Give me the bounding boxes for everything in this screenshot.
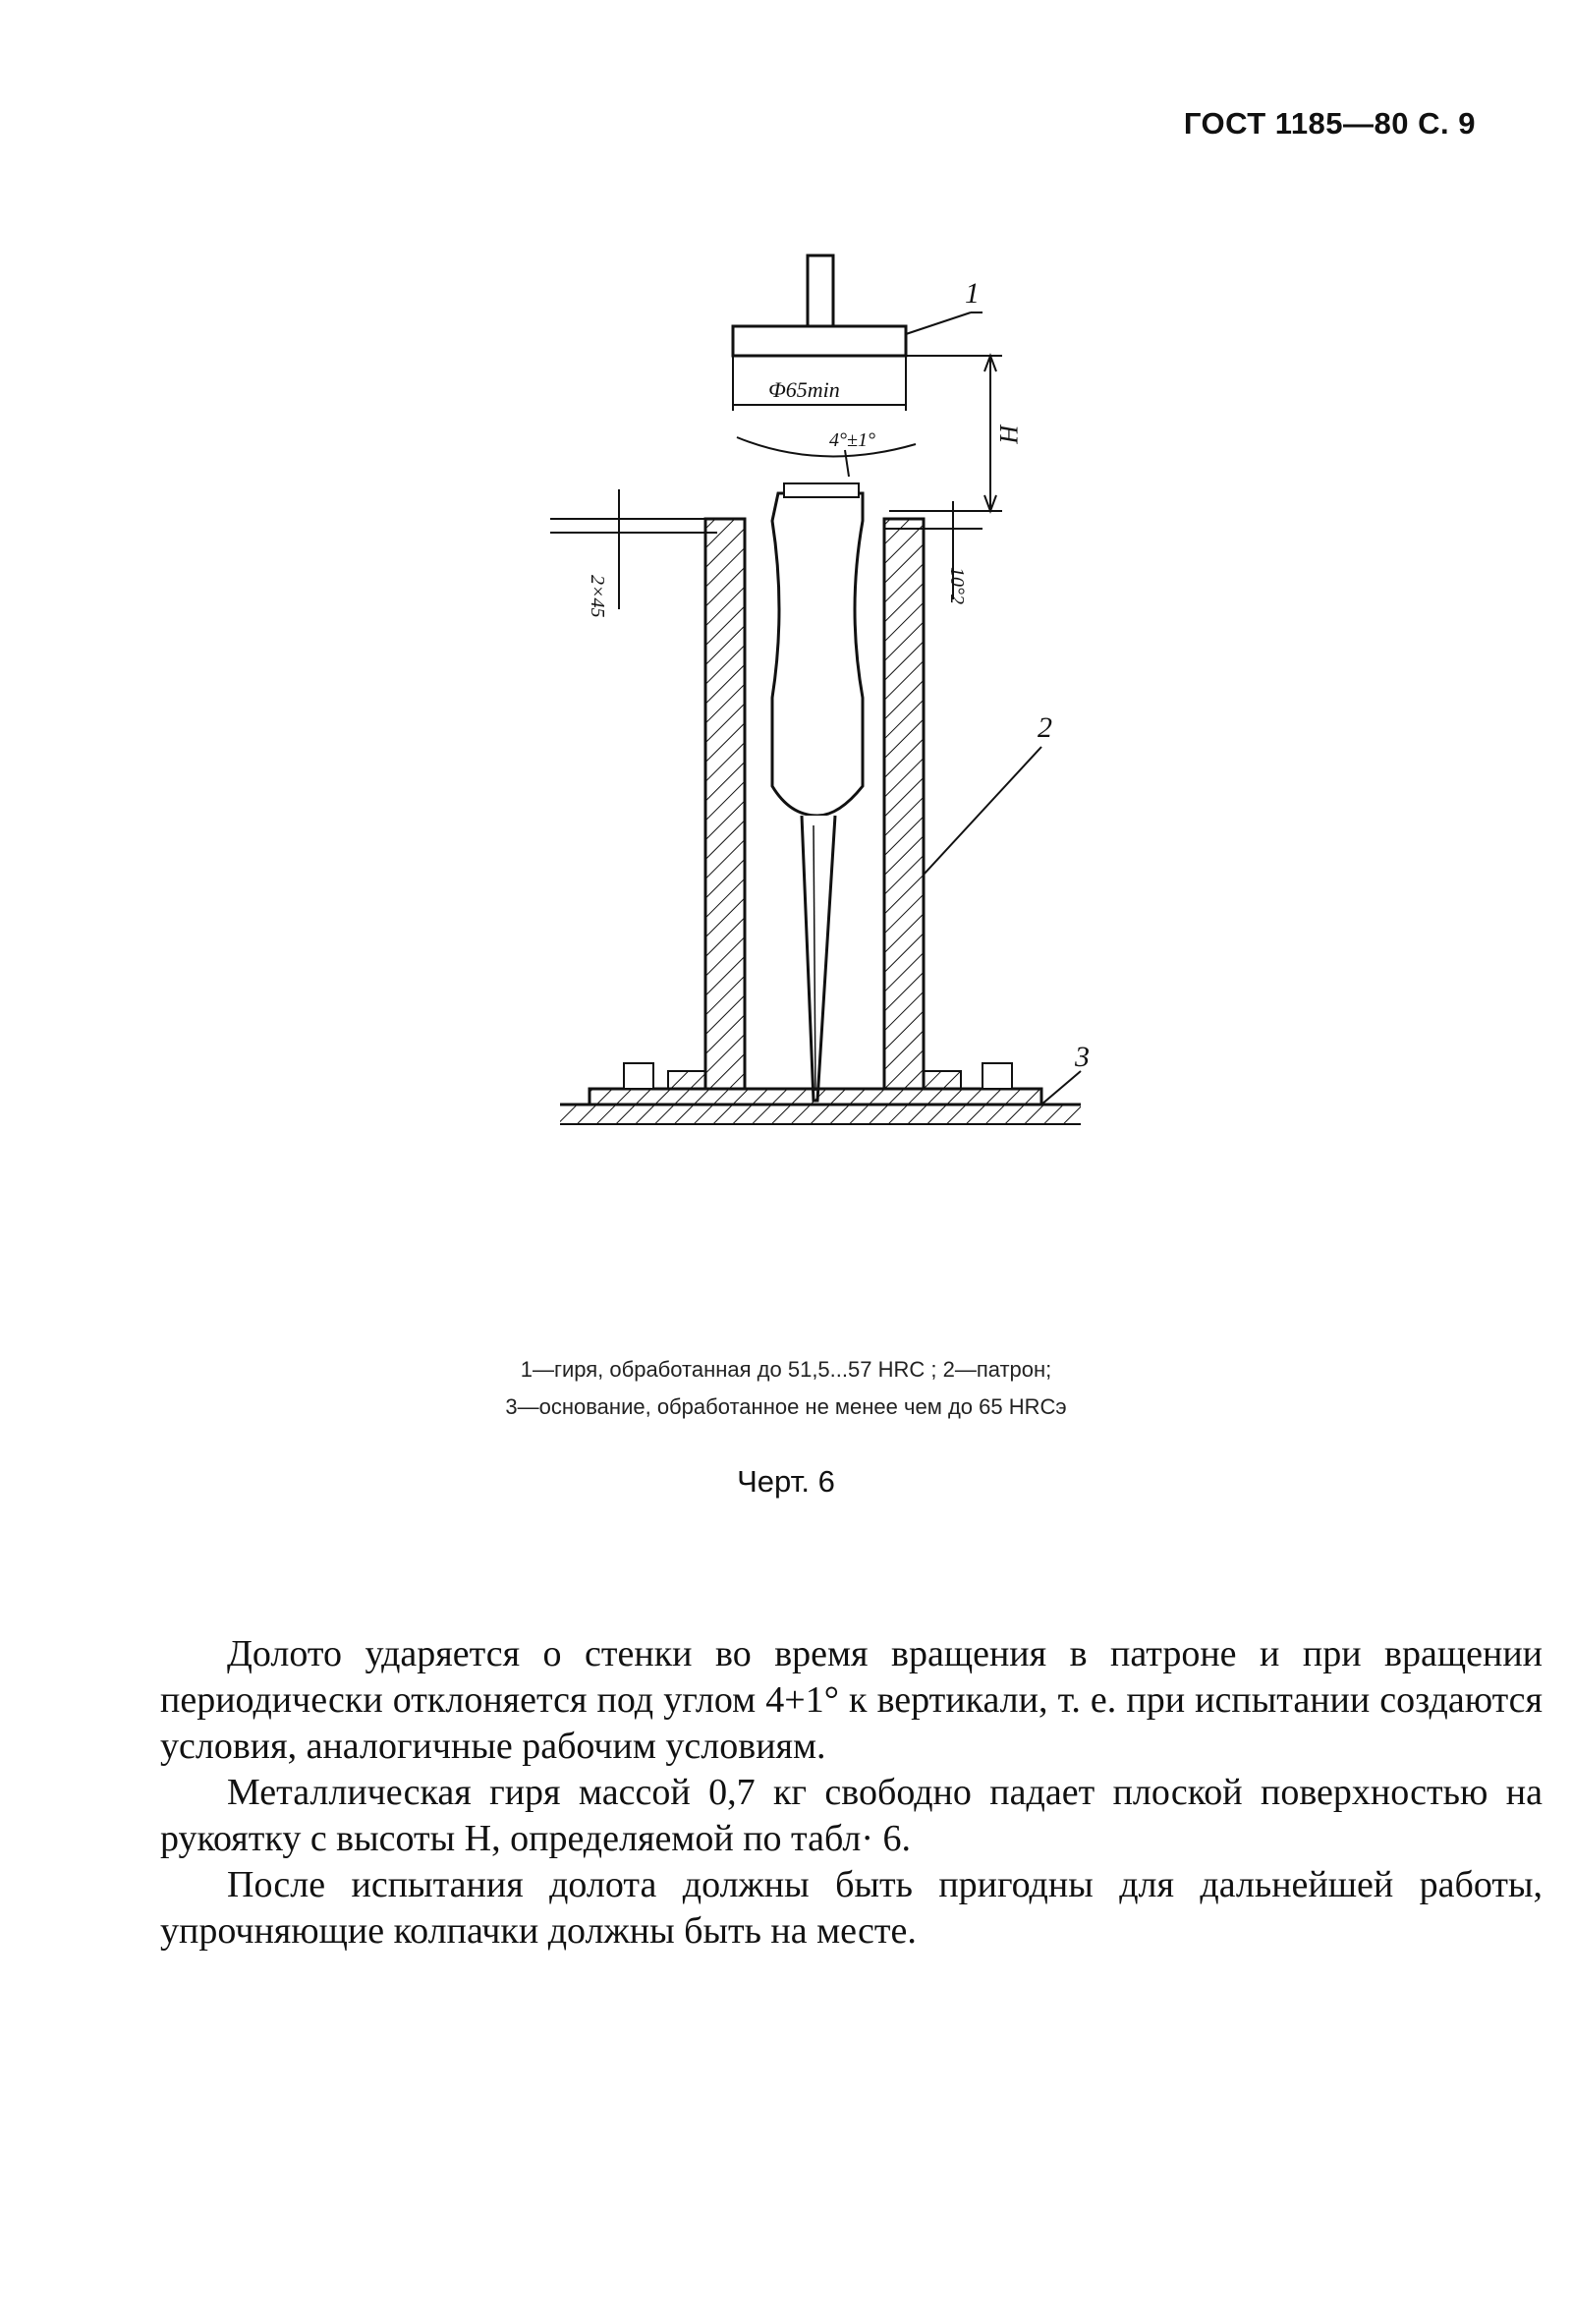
- chisel: [772, 483, 863, 1101]
- technical-drawing: [550, 236, 1100, 1336]
- body-text: [160, 1631, 1543, 1955]
- height-label: H: [994, 425, 1023, 443]
- part-2-label: 2: [1038, 711, 1052, 744]
- paragraph: После испытания долота должны быть пригодны для дальнейшей работы, упрочняющие колпачки должны быть на месте.: [160, 1864, 1543, 1952]
- dim-right-label: 10°2: [946, 567, 968, 604]
- part-1-label: 1: [965, 277, 980, 310]
- angle-label: 4°±1°: [829, 429, 875, 451]
- weight-part: [733, 255, 906, 356]
- base-plate: [560, 1105, 1081, 1124]
- caption-line: 1—гиря, обработанная до 51,5...57 HRC ; 2—патрон;: [520, 1357, 1052, 1382]
- page-header: ГОСТ 1185—80 С. 9: [1183, 106, 1476, 141]
- caption-line: 3—основание, обработанное не менее чем до 65 HRCэ: [505, 1394, 1067, 1419]
- dim-left-label: 2×45: [587, 575, 608, 618]
- figure-caption: [0, 1351, 1572, 1426]
- diameter-label: Ф65min: [768, 377, 840, 402]
- angle-arc: [737, 437, 916, 456]
- paragraph: Металлическая гиря массой 0,7 кг свободно падает плоской поверхностью на рукоятку с высоты H, определяемой по табл· 6.: [160, 1772, 1543, 1859]
- figure-title: Черт. 6: [737, 1464, 835, 1499]
- paragraph: Долото ударяется о стенки во время вращения в патроне и при вращении периодически отклоняется под углом 4+1° к вертикали, т. е. при испытании создаются условия, аналогичные рабочим условиям.: [160, 1633, 1543, 1767]
- part-3-label: 3: [1075, 1041, 1090, 1073]
